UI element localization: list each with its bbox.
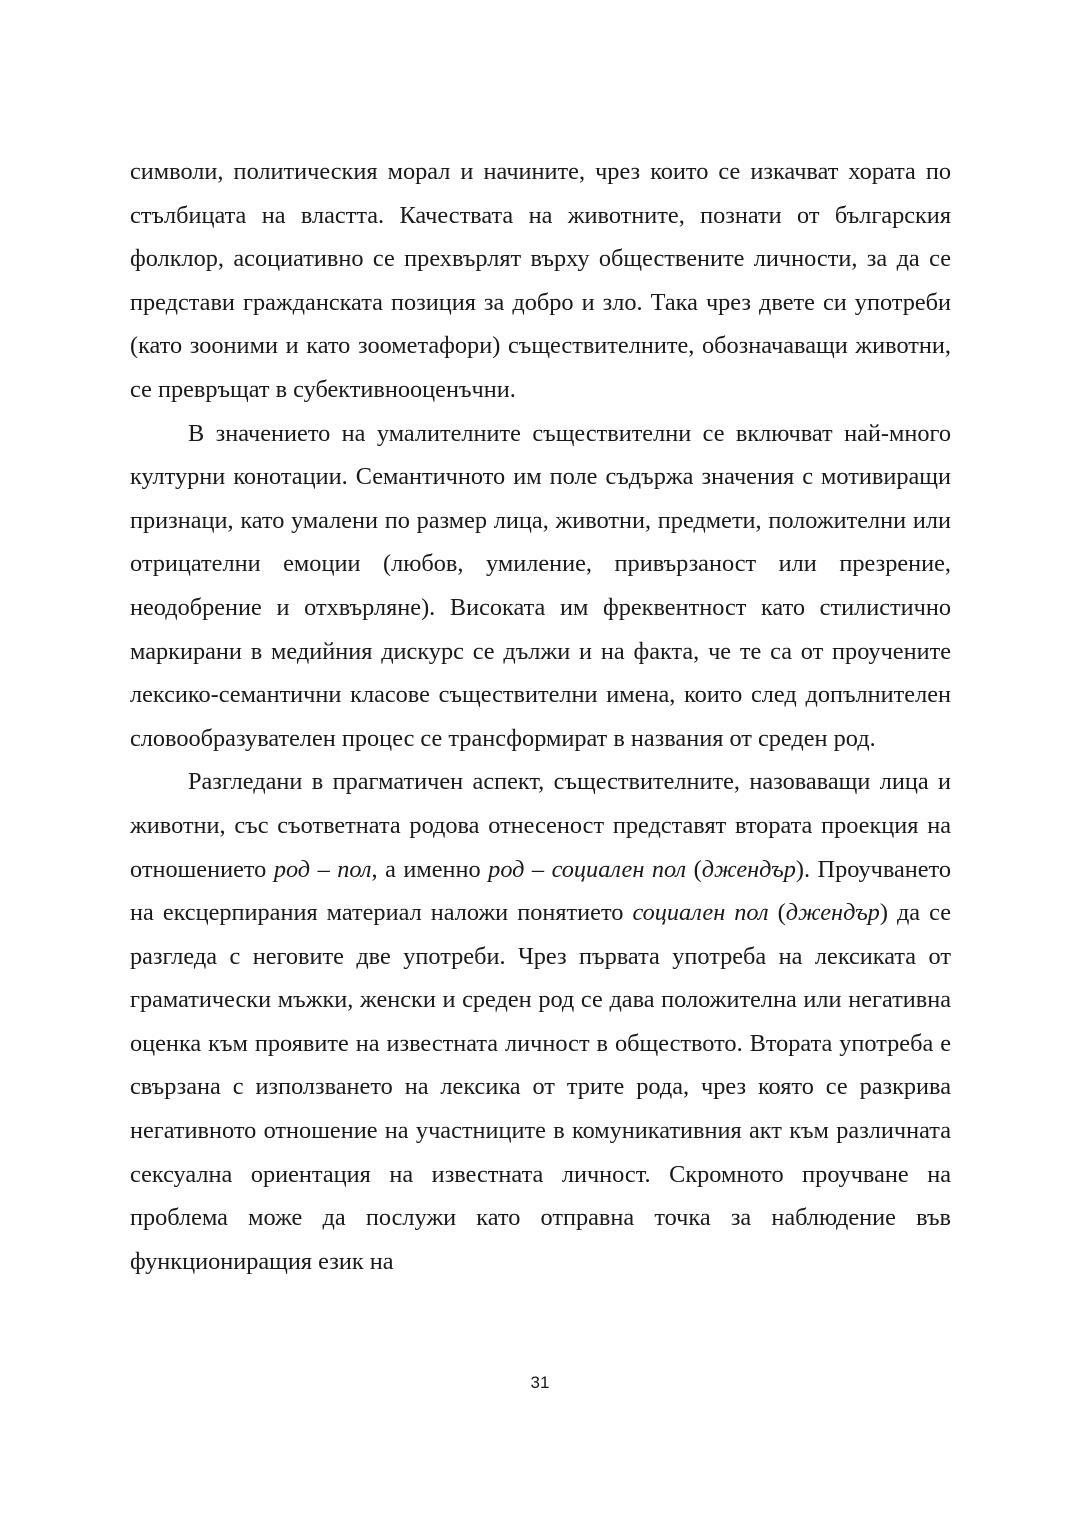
paragraph-segment: Разгледани в прагматичен аспект, съществителните, назоваващи лица и животни, със съответната родова отнесеност представят втората проекция на отношението — [130, 768, 951, 883]
paragraph-segment: ). Проучването на ексцерпирания материал наложи понятието — [130, 855, 952, 927]
italic-term: род – пол — [273, 855, 372, 883]
body-text — [130, 150, 951, 1283]
paragraph-2 — [130, 412, 951, 761]
italic-term: род – социален пол — [488, 855, 687, 883]
paragraph-segment: символи, политическия морал и начините, чрез които се изкачват хората по стълбицата на властта. Качествата на животните, познати от българския фолклор, асоциативно се прехвърлят върху обществените личности, за да се представи гражданската позиция за добро и зло. Така чрез двете си употреби (като зооними и като зоометафори) съществителните, обозначаващи животни, се превръщат в субективнооценъчни. — [130, 158, 951, 403]
page-number: 31 — [530, 1373, 550, 1392]
paragraph-segment: , а именно — [371, 855, 489, 883]
italic-term: джендър — [785, 899, 880, 927]
paragraph-segment: ( — [768, 899, 786, 927]
paragraph-segment: ) да се разгледа с неговите две употреби. Чрез първата употреба на лексиката от граматически мъжки, женски и среден род се дава положителна или негативна оценка към проявите на известната личност в обществото. Втората употреба е свързана с използването на лексика от трите рода, чрез която се разкрива негативното отношение на участниците в комуникативния акт към различната сексуална ориентация на известната личност. Скромното проучване на проблема може да послужи като отправна точка за наблюдение във функциониращия език на — [130, 899, 951, 1275]
paragraph-1 — [130, 150, 951, 412]
italic-term: социален пол — [632, 899, 769, 927]
paragraph-segment: ( — [686, 855, 702, 883]
italic-term: джендър — [701, 855, 796, 883]
paragraph-segment: В значението на умалителните съществителни се включват най-много културни конотации. Семантичното им поле съдържа значения с мотивиращи признаци, като умалени по размер лица, животни, предмети, положителни или отрицателни емоции (любов, умиление, привързаност или презрение, неодобрение и отхвърляне). Високата им фреквентност като стилистично маркирани в медийния дискурс се дължи и на факта, че те са от проучените лексико-семантични класове съществителни имена, които след допълнителен словообразувателен процес се трансформират в названия от среден род. — [130, 419, 951, 752]
paragraph-3 — [130, 760, 951, 1283]
